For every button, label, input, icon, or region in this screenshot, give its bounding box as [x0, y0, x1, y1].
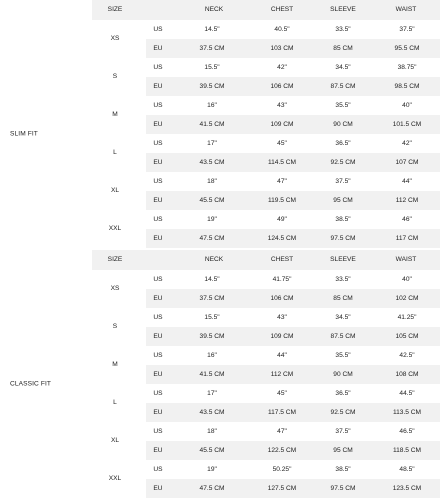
sleeve-cell: 34.5"	[335, 64, 351, 71]
table-row	[146, 308, 440, 327]
neck-cell: 16"	[207, 102, 217, 109]
chest-cell: 45"	[277, 390, 287, 397]
unit-label: EU	[153, 121, 163, 128]
size-label: XS	[110, 285, 120, 292]
unit-label: EU	[153, 197, 163, 204]
unit-label: US	[153, 390, 163, 397]
size-label: XXL	[108, 475, 122, 482]
waist-cell: 117 CM	[395, 235, 419, 242]
sleeve-cell: 87.5 CM	[330, 333, 356, 340]
table-header	[92, 250, 440, 270]
unit-label: EU	[153, 371, 163, 378]
chest-cell: 114.5 CM	[267, 159, 297, 166]
waist-cell: 46.5"	[399, 428, 415, 435]
table-row	[146, 153, 440, 172]
sleeve-cell: 37.5"	[335, 178, 351, 185]
sleeve-cell: 97.5 CM	[330, 235, 356, 242]
chest-cell: 112 CM	[270, 371, 294, 378]
chest-cell: 109 CM	[270, 121, 294, 128]
neck-cell: 14.5"	[204, 26, 220, 33]
neck-cell: 39.5 CM	[199, 83, 225, 90]
header-waist: WAIST	[395, 6, 417, 13]
waist-cell: 95.5 CM	[394, 45, 420, 52]
waist-cell: 46"	[402, 216, 412, 223]
waist-cell: 118.5 CM	[392, 447, 422, 454]
neck-cell: 45.5 CM	[199, 447, 225, 454]
waist-cell: 40"	[402, 102, 412, 109]
sleeve-cell: 90 CM	[333, 371, 353, 378]
size-label: XL	[110, 437, 120, 444]
size-label: L	[113, 149, 117, 156]
fit-label: CLASSIC FIT	[10, 380, 52, 387]
waist-cell: 48.5"	[399, 466, 415, 473]
table-row	[146, 229, 440, 248]
unit-label: US	[153, 352, 163, 359]
unit-label: EU	[153, 295, 163, 302]
header-chest: CHEST	[270, 6, 294, 13]
sleeve-cell: 95 CM	[333, 447, 353, 454]
chest-cell: 127.5 CM	[267, 485, 297, 492]
sleeve-cell: 85 CM	[333, 45, 353, 52]
unit-label: US	[153, 26, 163, 33]
neck-cell: 15.5"	[204, 64, 220, 71]
unit-label: US	[153, 216, 163, 223]
unit-label: EU	[153, 409, 163, 416]
sleeve-cell: 87.5 CM	[330, 83, 356, 90]
unit-label: US	[153, 102, 163, 109]
sleeve-cell: 34.5"	[335, 314, 351, 321]
slim-fit-section	[0, 0, 447, 247]
unit-label: EU	[153, 159, 163, 166]
table-row	[146, 191, 440, 210]
waist-cell: 113.5 CM	[392, 409, 422, 416]
unit-label: US	[153, 314, 163, 321]
waist-cell: 42.5"	[399, 352, 415, 359]
waist-cell: 101.5 CM	[392, 121, 422, 128]
size-label: S	[112, 73, 118, 80]
table-row	[146, 346, 440, 365]
neck-cell: 14.5"	[204, 276, 220, 283]
table-row	[146, 289, 440, 308]
chest-cell: 106 CM	[270, 83, 294, 90]
chest-cell: 43"	[277, 314, 287, 321]
neck-cell: 18"	[207, 178, 217, 185]
unit-label: EU	[153, 333, 163, 340]
unit-label: EU	[153, 235, 163, 242]
chest-cell: 45"	[277, 140, 287, 147]
neck-cell: 47.5 CM	[199, 485, 225, 492]
neck-cell: 19"	[207, 466, 217, 473]
sleeve-cell: 36.5"	[335, 140, 351, 147]
sleeve-cell: 33.5"	[335, 276, 351, 283]
sleeve-cell: 92.5 CM	[330, 409, 356, 416]
header-sleeve: SLEEVE	[330, 6, 356, 13]
unit-label: US	[153, 276, 163, 283]
chest-cell: 49"	[277, 216, 287, 223]
neck-cell: 18"	[207, 428, 217, 435]
table-row	[146, 210, 440, 229]
table-row	[146, 479, 440, 498]
chest-cell: 42"	[277, 64, 287, 71]
sleeve-cell: 38.5"	[335, 216, 351, 223]
unit-label: US	[153, 140, 163, 147]
table-row	[146, 384, 440, 403]
table-row	[146, 441, 440, 460]
chest-cell: 103 CM	[270, 45, 294, 52]
neck-cell: 43.5 CM	[199, 409, 225, 416]
table-row	[146, 115, 440, 134]
sleeve-cell: 90 CM	[333, 121, 353, 128]
table-row	[146, 172, 440, 191]
sleeve-cell: 37.5"	[335, 428, 351, 435]
waist-cell: 107 CM	[395, 159, 419, 166]
chest-cell: 106 CM	[270, 295, 294, 302]
neck-cell: 16"	[207, 352, 217, 359]
chest-cell: 47"	[277, 178, 287, 185]
size-label: XS	[110, 35, 120, 42]
chest-cell: 41.75"	[272, 276, 292, 283]
table-row	[146, 327, 440, 346]
unit-label: EU	[153, 447, 163, 454]
unit-label: EU	[153, 83, 163, 90]
size-label: XL	[110, 187, 120, 194]
waist-cell: 37.5"	[399, 26, 415, 33]
table-row	[146, 460, 440, 479]
waist-cell: 112 CM	[395, 197, 419, 204]
sleeve-cell: 36.5"	[335, 390, 351, 397]
unit-label: US	[153, 428, 163, 435]
waist-cell: 105 CM	[395, 333, 419, 340]
waist-cell: 42"	[402, 140, 412, 147]
sleeve-cell: 38.5"	[335, 466, 351, 473]
sleeve-cell: 95 CM	[333, 197, 353, 204]
waist-cell: 38.75"	[397, 64, 417, 71]
table-row	[146, 270, 440, 289]
chest-cell: 109 CM	[270, 333, 294, 340]
table-row	[146, 365, 440, 384]
fit-column	[0, 270, 92, 497]
neck-cell: 43.5 CM	[199, 159, 225, 166]
neck-cell: 41.5 CM	[199, 121, 225, 128]
table-row	[146, 422, 440, 441]
waist-cell: 44.5"	[399, 390, 415, 397]
chest-cell: 50.25"	[272, 466, 292, 473]
header-neck: NECK	[204, 6, 224, 13]
neck-cell: 15.5"	[204, 314, 220, 321]
waist-cell: 41.25"	[397, 314, 417, 321]
chest-cell: 119.5 CM	[267, 197, 297, 204]
neck-cell: 17"	[207, 390, 217, 397]
fit-label: SLIM FIT	[10, 130, 38, 137]
sleeve-cell: 35.5"	[335, 352, 351, 359]
table-row	[146, 77, 440, 96]
table-row	[146, 134, 440, 153]
size-label: M	[112, 361, 118, 368]
waist-cell: 44"	[402, 178, 412, 185]
chest-cell: 122.5 CM	[267, 447, 297, 454]
table-row	[146, 96, 440, 115]
unit-label: US	[153, 64, 163, 71]
classic-fit-section	[0, 250, 447, 497]
chest-cell: 47"	[277, 428, 287, 435]
size-label: L	[113, 399, 117, 406]
neck-cell: 41.5 CM	[199, 371, 225, 378]
neck-cell: 39.5 CM	[199, 333, 225, 340]
sleeve-cell: 92.5 CM	[330, 159, 356, 166]
size-label: XXL	[108, 225, 122, 232]
sleeve-cell: 35.5"	[335, 102, 351, 109]
chest-cell: 43"	[277, 102, 287, 109]
waist-cell: 40"	[402, 276, 412, 283]
neck-cell: 37.5 CM	[199, 45, 225, 52]
sleeve-cell: 97.5 CM	[330, 485, 356, 492]
table-row	[146, 39, 440, 58]
neck-cell: 19"	[207, 216, 217, 223]
table-row	[146, 20, 440, 39]
header-size: SIZE	[107, 256, 123, 263]
chest-cell: 40.5"	[274, 26, 290, 33]
unit-label: US	[153, 178, 163, 185]
neck-cell: 17"	[207, 140, 217, 147]
sleeve-cell: 33.5"	[335, 26, 351, 33]
table-row	[146, 403, 440, 422]
table-row	[146, 58, 440, 77]
table-header	[92, 0, 440, 20]
header-size: SIZE	[107, 6, 123, 13]
size-label: S	[112, 323, 118, 330]
unit-label: EU	[153, 45, 163, 52]
waist-cell: 108 CM	[395, 371, 419, 378]
neck-cell: 45.5 CM	[199, 197, 225, 204]
unit-label: EU	[153, 485, 163, 492]
size-label: M	[112, 111, 118, 118]
sleeve-cell: 85 CM	[333, 295, 353, 302]
unit-label: US	[153, 466, 163, 473]
waist-cell: 102 CM	[395, 295, 419, 302]
header-neck: NECK	[204, 256, 224, 263]
chest-cell: 117.5 CM	[267, 409, 297, 416]
header-sleeve: SLEEVE	[330, 256, 356, 263]
chest-cell: 44"	[277, 352, 287, 359]
header-chest: CHEST	[270, 256, 294, 263]
fit-column	[0, 20, 92, 247]
waist-cell: 123.5 CM	[392, 485, 422, 492]
neck-cell: 37.5 CM	[199, 295, 225, 302]
chest-cell: 124.5 CM	[267, 235, 297, 242]
waist-cell: 98.5 CM	[394, 83, 420, 90]
header-waist: WAIST	[395, 256, 417, 263]
neck-cell: 47.5 CM	[199, 235, 225, 242]
